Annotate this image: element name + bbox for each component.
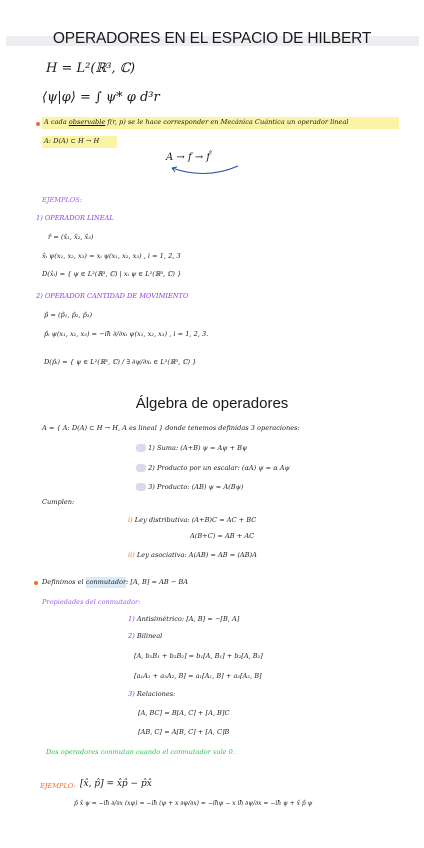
arrow-diagram: A → f → f̂ — [166, 152, 211, 163]
prop-distributive — [128, 516, 256, 524]
num-badge — [136, 464, 146, 472]
num-badge — [136, 483, 146, 491]
commutator-prefix: Definimos el — [42, 578, 84, 586]
op-product — [136, 483, 243, 491]
prop-num: ii) — [128, 551, 135, 559]
ex1-line: r̂ = (x̂₁, x̂₂, x̂₃) — [48, 233, 94, 241]
ex1-title: 1) OPERADOR LINEAL — [36, 214, 114, 222]
intro-rest: f(r, p) se le hace corresponder en Mecánica Cuántica un operador lineal — [107, 118, 349, 126]
op-num: 1) — [148, 444, 155, 452]
op-scalar — [136, 464, 290, 472]
comm-bilinear-2: [a₁A₁ + a₂A₂, B] = a₁[A₁, B] + a₂[A₂, B] — [134, 672, 262, 680]
ex2-title: 2) OPERADOR CANTIDAD DE MOVIMIENTO — [36, 292, 189, 300]
cumplen-label: Cumplen: — [42, 498, 75, 506]
prop-associative — [128, 551, 257, 559]
inner-product-def: ⟨ψ|φ⟩ = ∫ ψ* φ d³r — [42, 90, 160, 105]
ex2-line: p̂ᵢ ψ(x₁, x₂, x₃) = −iħ ∂/∂xᵢ ψ(x₁, x₂, x₃) , i = 1, 2, 3. — [44, 330, 209, 338]
comm-prop-relations — [128, 690, 175, 698]
page-title: OPERADORES EN EL ESPACIO DE HILBERT — [52, 30, 372, 47]
ex2-line: D(p̂ᵢ) = { ψ ∈ L²(ℝ³, ℂ) / ∃ ∂ψ/∂xᵢ ∈ L²(ℝ³, ℂ) } — [44, 358, 197, 366]
commutator-emph: conmutador — [85, 578, 127, 586]
example-formula-1: [x̂, p̂] = x̂p̂ − p̂x̂ — [80, 779, 152, 789]
num-badge — [136, 444, 146, 452]
example-label: EJEMPLO: — [40, 782, 76, 790]
intro-line-2: A: D(A) ⊂ H → H — [44, 137, 100, 145]
prop-text: Antisimétrico: [A, B] = −[B, A] — [136, 615, 240, 623]
ex1-line: x̂ᵢ ψ(x₁, x₂, x₃) = xᵢ ψ(x₁, x₂, x₃) , i = 1, 2, 3 — [42, 252, 181, 260]
commutator-def — [42, 578, 188, 586]
prop-num: i) — [128, 516, 133, 524]
comm-prop-antisym — [128, 615, 239, 623]
op-text: Suma: (A+B) ψ = Aψ + Bψ — [157, 444, 248, 452]
commutator-formula: : [A, B] = AB − BA — [126, 578, 189, 586]
example-formula-2: p̂ x̂ ψ = −iħ ∂/∂x (xψ) = −iħ (ψ + x ∂ψ/∂x) = −iħψ − x iħ ∂ψ/∂x = −iħ ψ + x̂ p̂ ψ — [74, 800, 313, 807]
algebra-heading: Álgebra de operadores — [135, 395, 289, 412]
intro-line-1 — [44, 118, 349, 126]
op-num: 3) — [148, 483, 155, 491]
intro-emph: observable — [68, 118, 106, 126]
comm-relation-1: [A, BC] = B[A, C] + [A, B]C — [138, 709, 230, 717]
prop-num: 2) — [128, 632, 135, 640]
hilbert-space-def: H = L²(ℝ³, ℂ) — [46, 61, 136, 76]
prop-text: Ley distributiva: (A+B)C = AC + BC — [134, 516, 257, 524]
ex1-line: D(x̂ᵢ) = { ψ ∈ L²(ℝ³, ℂ) | xᵢ ψ ∈ L²(ℝ³, ℂ) } — [42, 270, 182, 278]
op-sum — [136, 444, 247, 452]
algebra-intro: A = { A: D(A) ⊂ H → H, A es lineal } donde tenemos definidas 3 operaciones: — [42, 424, 300, 432]
intro-prefix: A cada — [44, 118, 67, 126]
comm-relation-2: [AB, C] = A[B, C] + [A, C]B — [138, 728, 230, 736]
bullet-icon — [36, 122, 40, 126]
examples-heading: EJEMPLOS: — [42, 196, 82, 204]
prop-num: 1) — [128, 615, 135, 623]
arrow-arc — [168, 164, 242, 178]
commutator-props-heading: Propiedades del conmutador: — [42, 598, 141, 606]
comm-bilinear-1: [A, b₁B₁ + b₂B₂] = b₁[A, B₁] + b₂[A, B₂] — [134, 652, 263, 660]
prop-num: 3) — [128, 690, 135, 698]
op-text: Producto por un escalar: (αA) ψ = α Aψ — [157, 464, 290, 472]
ex2-line: p̂ = (p̂₁, p̂₂, p̂₃) — [44, 311, 93, 319]
prop-distributive-2: A(B+C) = AB + AC — [190, 532, 255, 540]
commute-note: Dos operadores conmutan cuando el conmutador vale 0. — [46, 748, 235, 756]
bullet-icon — [34, 581, 38, 585]
prop-text: Bilineal — [136, 632, 163, 640]
prop-text: Relaciones: — [136, 690, 176, 698]
prop-text: Ley asociativa: A(AB) = AB = (AB)A — [136, 551, 257, 559]
comm-prop-bilinear — [128, 632, 162, 640]
op-text: Producto: (AB) ψ = A(Bψ) — [157, 483, 244, 491]
op-num: 2) — [148, 464, 155, 472]
